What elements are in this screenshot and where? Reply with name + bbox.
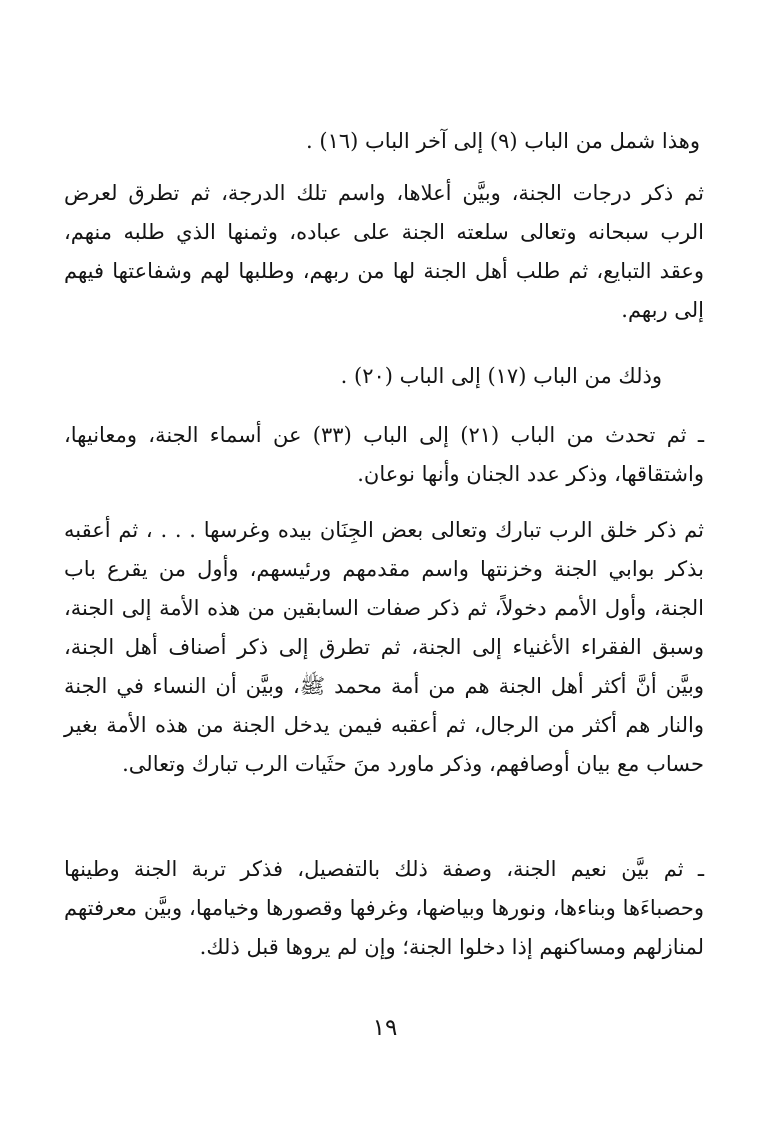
page-number: ١٩ (372, 1015, 398, 1041)
paragraph-paradise-creation: ثم ذكر خلق الرب تبارك وتعالى بعض الجِنَان بيده وغرسها . . . ، ثم أعقبه بذكر بوابي الجنة وخزنتها واسم مقدمهم ورئيسهم، وأول من يقرع باب الجنة، وأول الأمم دخولاً، ثم ذكر صفات السابقين من هذه الأمة إلى الجنة، وسبق الفقراء الأغنياء إلى الجنة، ثم تطرق إلى ذكر أصناف أهل الجنة، وبيَّن أنَّ أكثر أهل الجنة هم من أمة محمد ﷺ، وبيَّن أن النساء في الجنة والنار هم أكثر من الرجال، ثم أعقبه فيمن يدخل الجنة من هذه الأمة بغير حساب مع بيان أوصافهم، وذكر ماورد منَ حثَيات الرب تبارك وتعالى. (64, 518, 704, 776)
paragraph-chapters-range-2: وذلك من الباب (١٧) إلى الباب (٢٠) . (340, 364, 662, 388)
paragraph-chapters-range-1: وهذا شمل من الباب (٩) إلى آخر الباب (١٦) . (306, 129, 700, 153)
paragraph-paradise-names: ـ ثم تحدث من الباب (٢١) إلى الباب (٣٣) عن أسماء الجنة، ومعانيها، واشتقاقها، وذكر عدد الجنان وأنها نوعان. (64, 423, 704, 486)
paragraph-paradise-levels: ثم ذكر درجات الجنة، وبيَّن أعلاها، واسم تلك الدرجة، ثم تطرق لعرض الرب سبحانه وتعالى سلعته الجنة على عباده، وثمنها الذي طلبه منهم، وعقد التبايع، ثم طلب أهل الجنة لها من ربهم، وطلبها لهم وشفاعتها فيهم إلى ربهم. (64, 181, 704, 322)
paragraph-paradise-bliss: ـ ثم بيَّن نعيم الجنة، وصفة ذلك بالتفصيل، فذكر تربة الجنة وطينها وحصباءَها وبناءها، ونورها وبياضها، وغرفها وقصورها وخيامها، وبيَّن معرفتهم لمنازلهم ومساكنهم إذا دخلوا الجنة؛ وإن لم يروها قبل ذلك. (64, 857, 704, 959)
